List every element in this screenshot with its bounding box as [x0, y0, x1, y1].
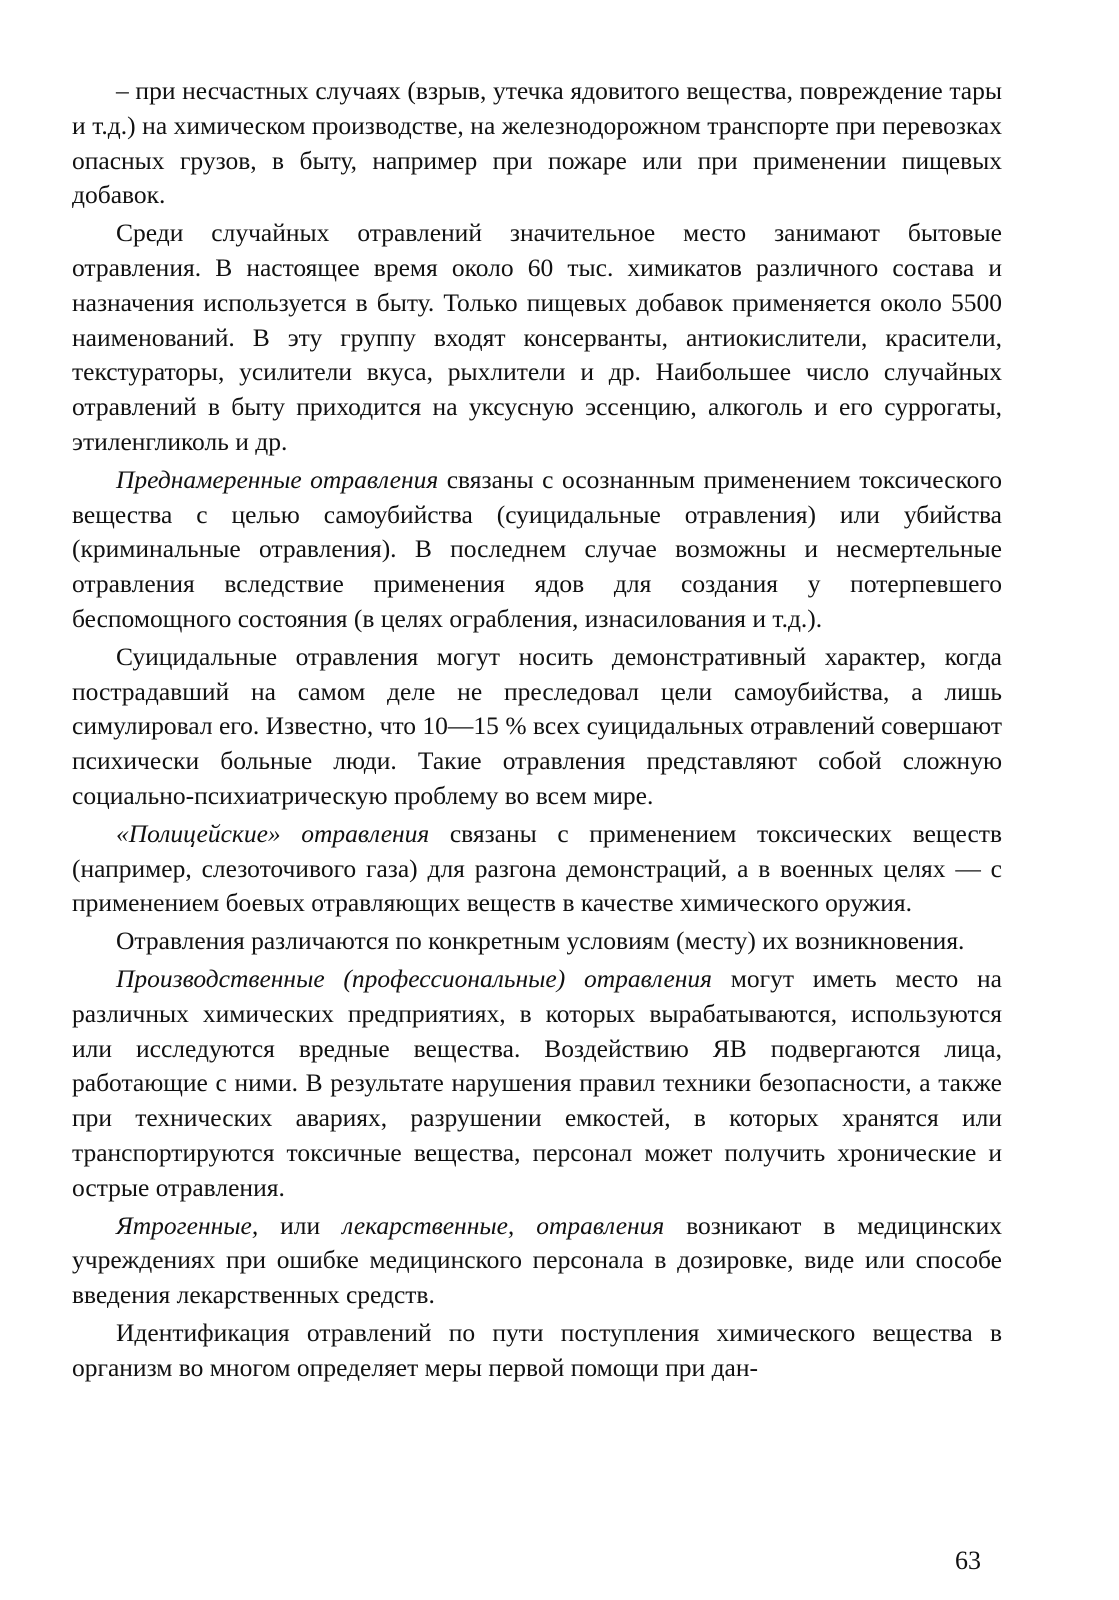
term-italic: «Полицейские» отравления: [116, 818, 430, 848]
page-number: 63: [955, 1546, 981, 1575]
text-segment: или: [258, 1210, 343, 1240]
text-segment: возникают в медицинских учреждениях при ошибке медицинского персонала в дозировке, виде или способе введения лекарственных средств.: [72, 1210, 1002, 1310]
text-segment: Среди случайных отравлений значительное место занимают бытовые отравления. В настоящее время около 60 тыс. химикатов различного состава и назначения используется в быту. Только пищевых добавок применяется около 5500 наименований. В эту группу входят консерванты, антиокислители, красители, текстураторы, усилители вкуса, рыхлители и др. Наибольшее число случайных отравлений в быту приходится на уксусную эссенцию, алкоголь и его суррогаты, этиленгликоль и др.: [72, 218, 1002, 456]
paragraph-identification: [72, 1316, 1002, 1386]
term-italic: лекарственные, отравления: [342, 1210, 665, 1240]
term-italic: Ятрогенные,: [116, 1210, 259, 1240]
paragraph-conditions: [72, 924, 1002, 959]
text-segment: связаны с осознанным применением токсического вещества с целью самоубийства (суицидальные отравления) или убийства (криминальные отравления). В последнем случае возможны и несмертельные отравления вследствие применения ядов для создания у потерпевшего беспомощного состояния (в целях ограбления, изнасилования и т.д.).: [72, 464, 1002, 633]
term-italic: Производственные (профессиональные) отравления: [116, 963, 713, 993]
paragraph-intentional: [72, 463, 1002, 637]
text-segment: Отравления различаются по конкретным условиям (месту) их возникновения.: [116, 926, 965, 956]
term-italic: Преднамеренные отравления: [116, 464, 439, 494]
paragraph-suicidal: [72, 640, 1002, 814]
paragraph-accidents: [72, 74, 1002, 213]
paragraph-household: [72, 216, 1002, 460]
text-segment: Идентификация отравлений по пути поступления химического вещества в организм во многом определяет меры первой помощи при дан-: [72, 1317, 1002, 1382]
text-segment: связаны с применением токсических веществ (например, слезоточивого газа) для разгона демонстраций, а в военных целях — с применением боевых отравляющих веществ в качестве химического оружия.: [72, 818, 1002, 918]
paragraph-occupational: [72, 962, 1002, 1206]
text-segment: – при несчастных случаях (взрыв, утечка ядовитого вещества, повреждение тары и т.д.) на химическом производстве, на железнодорожном транспорте при перевозках опасных грузов, в быту, например при пожаре или при применении пищевых добавок.: [72, 76, 1002, 210]
text-segment: могут иметь место на различных химических предприятиях, в которых вырабатываются, используются или исследуются вредные вещества. Воздействию ЯВ подвергаются лица, работающие с ними. В результате нарушения правил техники безопасности, а также при технических авариях, разрушении емкостей, в которых хранятся или транспортируются токсичные вещества, персонал может получить хронические и острые отравления.: [72, 963, 1002, 1202]
paragraph-iatrogenic: [72, 1209, 1002, 1313]
page-body: [72, 74, 1002, 1385]
paragraph-police: [72, 817, 1002, 921]
text-segment: Суицидальные отравления могут носить демонстративный характер, когда пострадавший на самом деле не преследовал цели самоубийства, а лишь симулировал его. Известно, что 10—15 % всех суицидальных отравлений совершают психически больные люди. Такие отравления представляют собой сложную социально-психиатрическую проблему во всем мире.: [72, 641, 1002, 810]
